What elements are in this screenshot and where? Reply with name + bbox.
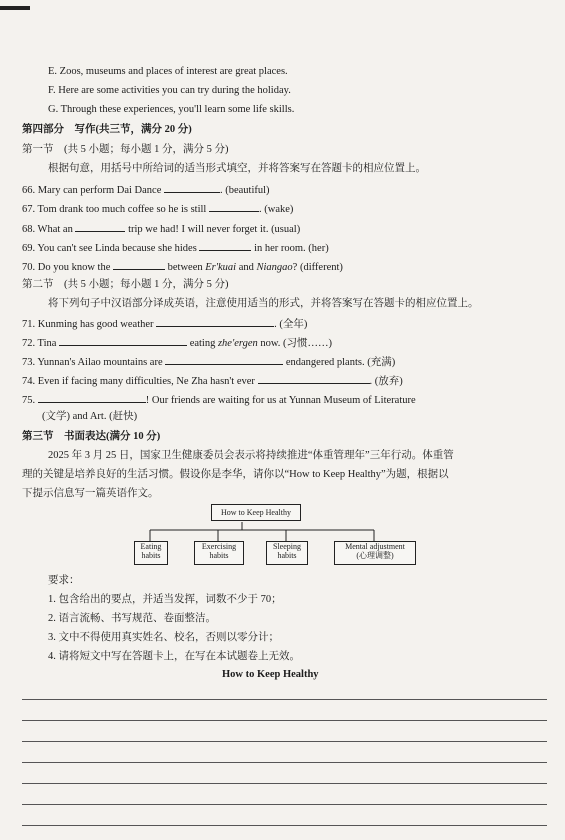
diagram-node-mental	[334, 541, 416, 565]
question-text-mid: between	[167, 262, 203, 273]
question-text-rest: ! Our friends are waiting for us at Yunnan Museum of Literature	[145, 395, 416, 406]
requirement-3: 3. 文中不得使用真实姓名、校名，否则以零分计；	[48, 632, 279, 643]
question-70	[22, 259, 343, 275]
writing-line	[22, 762, 547, 763]
node-label: habits	[277, 551, 297, 560]
node-label: habits	[141, 551, 161, 560]
question-hint: now. (习惯……)	[260, 338, 333, 349]
node-label: Eating	[140, 542, 162, 551]
answer-blank	[165, 354, 283, 365]
question-text: 71. Kunming has good weather	[22, 319, 154, 330]
term-zheergen: zhe'ergen	[217, 338, 258, 349]
term-erkuai: Er'kuai	[205, 262, 237, 273]
answer-blank	[75, 221, 125, 232]
question-text: 73. Yunnan's Ailao mountains are	[22, 357, 163, 368]
answer-blank	[38, 392, 146, 403]
question-text: 68. What an	[22, 224, 73, 235]
node-label: Mental adjustment	[345, 542, 405, 551]
question-hint: in her room. (her)	[254, 243, 329, 254]
writing-line	[22, 783, 547, 784]
question-text-mid: eating	[189, 338, 216, 349]
scan-corner-mark	[0, 6, 30, 10]
section3-heading: 第三节 书面表达(满分 10 分)	[22, 431, 161, 442]
essay-prompt-line3: 下提示信息写一篇英语作文。	[22, 488, 159, 499]
question-69	[22, 240, 329, 256]
answer-blank	[113, 259, 165, 270]
requirements-label: 要求：	[48, 575, 80, 586]
option-e: E. Zoos, museums and places of interest are great places.	[48, 66, 288, 77]
question-text: 66. Mary can perform Dai Dance	[22, 185, 162, 196]
question-hint: . (beautiful)	[219, 185, 270, 196]
diagram-root: How to Keep Healthy	[211, 504, 301, 521]
question-74	[22, 373, 403, 389]
term-niangao: Niangao	[256, 262, 293, 273]
question-hint: . (放弃)	[369, 376, 403, 387]
diagram-node-sleeping	[266, 541, 308, 565]
essay-prompt-line1: 2025 年 3 月 25 日，国家卫生健康委员会表示将持续推进“体重管理年”三年行动。体重管	[48, 450, 454, 461]
node-label: Exercising	[201, 542, 237, 551]
question-75-continued: (文学) and Art. (赶快)	[42, 411, 138, 422]
writing-line	[22, 804, 547, 805]
answer-blank	[199, 240, 251, 251]
option-g: G. Through these experiences, you'll learn some life skills.	[48, 104, 295, 115]
question-hint: . (全年)	[274, 319, 308, 330]
diagram-node-exercising	[194, 541, 244, 565]
option-f: F. Here are some activities you can try during the holiday.	[48, 85, 291, 96]
question-71	[22, 316, 307, 332]
requirement-2: 2. 语言流畅、书写规范、卷面整洁。	[48, 613, 216, 624]
writing-line	[22, 741, 547, 742]
question-hint: trip we had! I will never forget it. (usual)	[128, 224, 301, 235]
node-label: (心理调整)	[356, 551, 394, 560]
question-75	[22, 392, 416, 408]
section2-instruction: 将下列句子中汉语部分译成英语，注意使用适当的形式，并将答案写在答题卡的相应位置上。	[48, 298, 479, 309]
section2-heading: 第二节 (共 5 小题；每小题 1 分，满分 5 分)	[22, 279, 229, 290]
question-hint: ? (different)	[292, 262, 343, 273]
question-66	[22, 182, 270, 198]
answer-blank	[156, 316, 274, 327]
question-text: 72. Tina	[22, 338, 57, 349]
section1-instruction: 根据句意，用括号中所给词的适当形式填空，并将答案写在答题卡的相应位置上。	[48, 163, 426, 174]
question-67	[22, 201, 293, 217]
question-text: 75.	[22, 395, 36, 406]
writing-line	[22, 699, 547, 700]
requirement-4: 4. 请将短文中写在答题卡上，在写在本试题卷上无效。	[48, 651, 300, 662]
writing-line	[22, 825, 547, 826]
question-hint: . (wake)	[258, 204, 294, 215]
question-text: 70. Do you know the	[22, 262, 111, 273]
question-68	[22, 221, 300, 237]
question-text: 69. You can't see Linda because she hides	[22, 243, 197, 254]
answer-blank	[258, 373, 370, 384]
writing-line	[22, 720, 547, 721]
answer-blank	[209, 201, 259, 212]
answer-blank	[164, 182, 220, 193]
answer-blank	[59, 335, 187, 346]
question-72	[22, 335, 332, 351]
node-label: habits	[209, 551, 229, 560]
requirement-1: 1. 包含给出的要点，并适当发挥，词数不少于 70；	[48, 594, 282, 605]
question-text: 74. Even if facing many difficulties, Ne Zha hasn't ever	[22, 376, 255, 387]
essay-prompt-line2: 理的关键是培养良好的生活习惯。假设你是李华，请你以“How to Keep Healthy”为题，根据以	[22, 469, 449, 480]
question-text: 67. Tom drank too much coffee so he is still	[22, 204, 207, 215]
node-label: Sleeping	[273, 542, 301, 551]
question-text-and: and	[238, 262, 254, 273]
essay-title: How to Keep Healthy	[222, 669, 319, 680]
diagram-node-eating	[134, 541, 168, 565]
question-hint: endangered plants. (充满)	[285, 357, 396, 368]
question-73	[22, 354, 395, 370]
part4-heading: 第四部分 写作(共三节，满分 20 分)	[22, 124, 192, 135]
section1-heading: 第一节 (共 5 小题；每小题 1 分，满分 5 分)	[22, 144, 229, 155]
